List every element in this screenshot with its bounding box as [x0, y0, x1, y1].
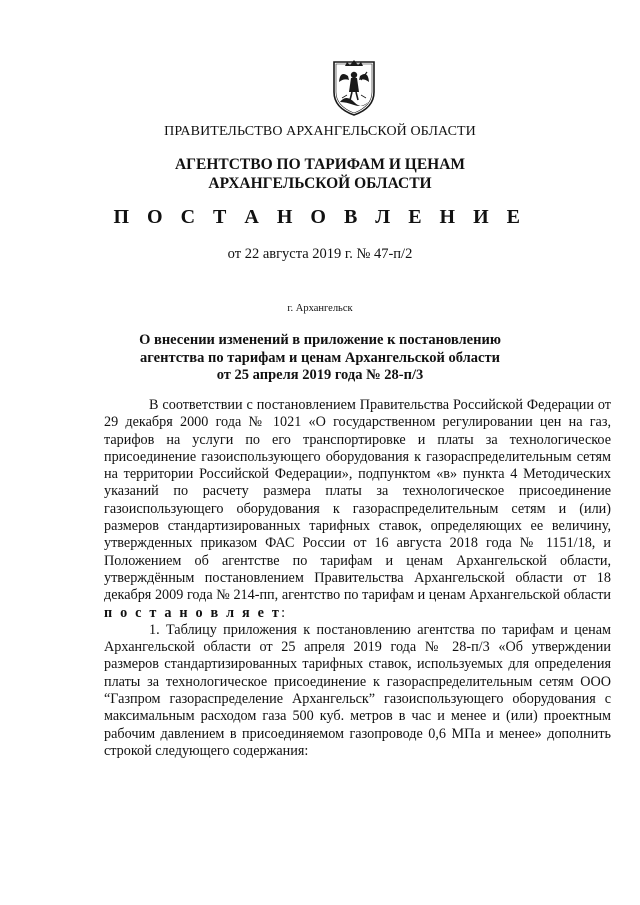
government-title: ПРАВИТЕЛЬСТВО АРХАНГЕЛЬСКОЙ ОБЛАСТИ	[164, 124, 476, 139]
document-city: г. Архангельск	[287, 303, 353, 314]
agency-name-line-2: АРХАНГЕЛЬСКОЙ ОБЛАСТИ	[208, 175, 432, 192]
paragraph-1-text: В соответствии с постановлением Правительства Российской Федерации от 29 декабря 2000 года № 1021 «О государственном регулировании цен на газ, тарифов на услуги по его транспортировке и платы за технологическое присоединение газоиспользующего оборудования к газораспределительным сетям на территории Российской Федерации», подпунктом «в» пункта 4 Методических указаний по расчету размера платы за технологическое присоединение газоиспользующего оборудования к газораспределительным сетям и (или) размеров стандартизированных тарифных ставок, определяющих ее величину, утвержденных приказом ФАС России от 16 августа 2018 года № 1151/18, и Положением об агентстве по тарифам и ценам Архангельской области, утверждённым постановлением Правительства Архангельской области от 18 декабря 2009 года № 214-пп, агентство по тарифам и ценам Архангельской области	[104, 397, 611, 604]
body-paragraph-1	[104, 397, 611, 622]
body-paragraph-2: 1. Таблицу приложения к постановлению агентства по тарифам и ценам Архангельской области от 25 апреля 2019 года № 28-п/3 «Об утверждении размеров стандартизированных тарифных ставок, используемых для определения платы за технологическое присоединение к газораспределительным сетям ООО “Газпром газораспределение Архангельск” газоиспользующего оборудования с максимальным расходом газа 500 куб. метров в час и менее и (или) проектным рабочим давлением в присоединяемом газопроводе 0,6 МПа и менее» дополнить строкой следующего содержания:	[104, 621, 611, 759]
agency-name	[0, 155, 640, 193]
document-date-number: от 22 августа 2019 г. № 47-п/2	[227, 246, 413, 262]
coat-of-arms-icon	[330, 58, 378, 118]
paragraph-1-end: :	[281, 604, 286, 621]
document-type: П О С Т А Н О В Л Е Н И Е	[113, 206, 527, 228]
agency-name-line-1: АГЕНТСТВО ПО ТАРИФАМ И ЦЕНАМ	[174, 156, 466, 173]
document-body	[104, 397, 611, 760]
heading-line-1: О внесении изменений в приложение к постановлению	[139, 332, 501, 348]
document-heading	[0, 332, 640, 385]
decree-word: п о с т а н о в л я е т	[104, 604, 282, 621]
heading-line-3: от 25 апреля 2019 года № 28-п/3	[216, 367, 424, 383]
heading-line-2: агентства по тарифам и ценам Архангельской области	[140, 349, 500, 366]
